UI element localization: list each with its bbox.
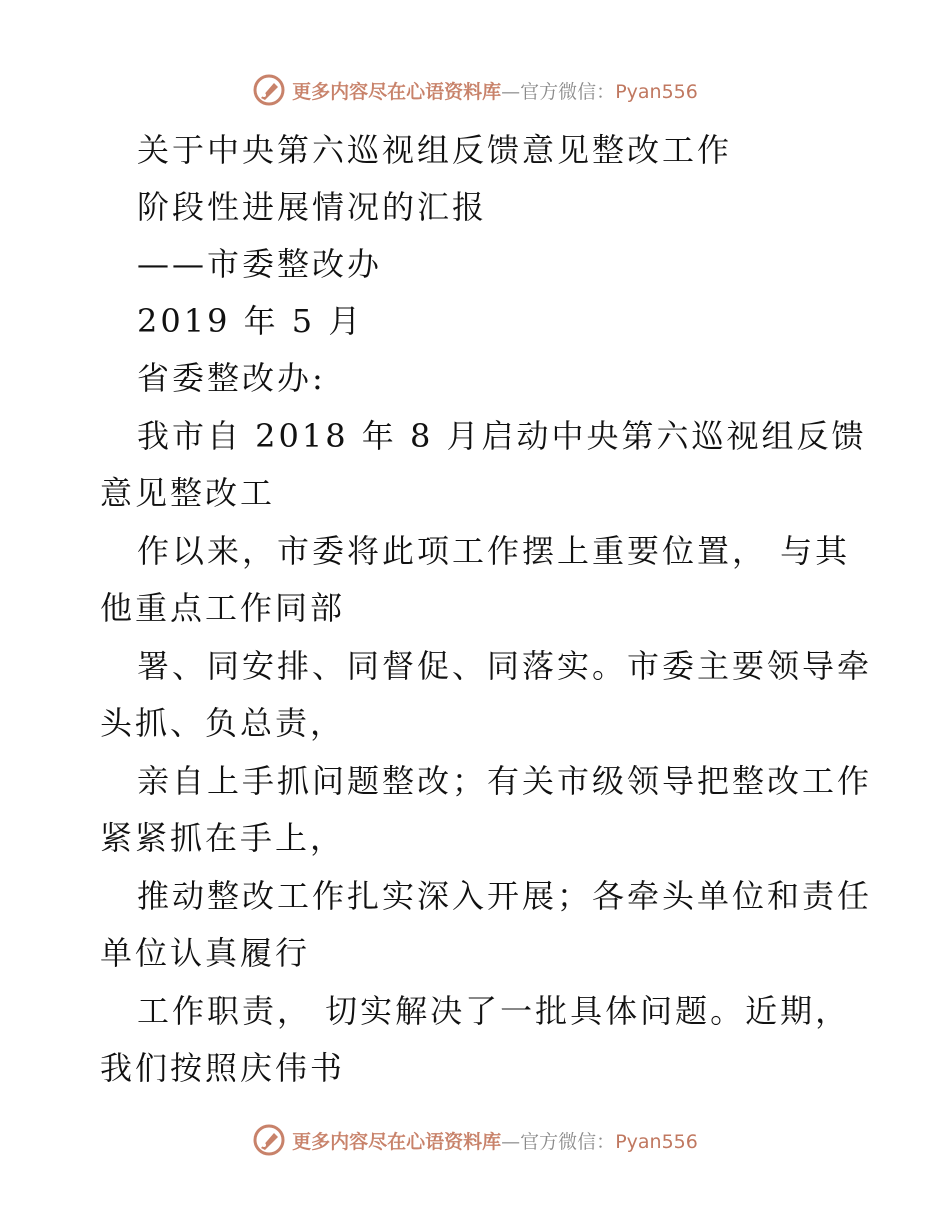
watermark-wechat-id: Pyan556 bbox=[615, 1130, 698, 1153]
title-line-2: 阶段性进展情况的汇报 bbox=[137, 188, 488, 226]
paragraph-line: 他重点工作同部 bbox=[100, 589, 346, 627]
watermark-text bbox=[292, 1127, 698, 1154]
paragraph-line: 紧紧抓在手上， bbox=[100, 819, 346, 857]
paragraph-line: 头抓、负总责， bbox=[100, 704, 346, 742]
pen-nib-logo-icon bbox=[252, 1123, 286, 1157]
paragraph-line: 我市自 2018 年 8 月启动中央第六巡视组反馈 bbox=[137, 417, 867, 455]
pen-nib-logo-icon bbox=[252, 73, 286, 107]
paragraph-line: 亲自上手抓问题整改；有关市级领导把整改工作 bbox=[137, 762, 873, 800]
watermark-dash: — bbox=[501, 80, 521, 103]
paragraph-line: 署、同安排、同督促、同落实。市委主要领导牵 bbox=[137, 647, 873, 685]
header-watermark bbox=[0, 70, 950, 110]
footer-watermark bbox=[0, 1120, 950, 1160]
watermark-official-label: 官方微信： bbox=[520, 1130, 616, 1153]
watermark-dash: — bbox=[501, 1130, 521, 1153]
paragraph-line: 作以来，市委将此项工作摆上重要位置， 与其 bbox=[137, 532, 851, 570]
date-line: 2019 年 5 月 bbox=[137, 302, 364, 340]
issuer-line: ——市委整改办 bbox=[137, 245, 383, 283]
paragraph-line: 意见整改工 bbox=[100, 474, 276, 512]
watermark-official-label: 官方微信： bbox=[520, 80, 616, 103]
paragraph-line: 单位认真履行 bbox=[100, 934, 311, 972]
recipient-line: 省委整改办: bbox=[137, 359, 326, 397]
watermark-wechat-id: Pyan556 bbox=[615, 80, 698, 103]
watermark-site-name: 更多内容尽在心语资料库 bbox=[292, 80, 502, 103]
watermark-text bbox=[292, 77, 698, 104]
watermark-site-name: 更多内容尽在心语资料库 bbox=[292, 1130, 502, 1153]
paragraph-line: 我们按照庆伟书 bbox=[100, 1049, 346, 1087]
paragraph-line: 工作职责， 切实解决了一批具体问题。近期， bbox=[137, 992, 851, 1030]
paragraph-line: 推动整改工作扎实深入开展；各牵头单位和责任 bbox=[137, 877, 873, 915]
title-line-1: 关于中央第六巡视组反馈意见整改工作 bbox=[137, 131, 733, 169]
